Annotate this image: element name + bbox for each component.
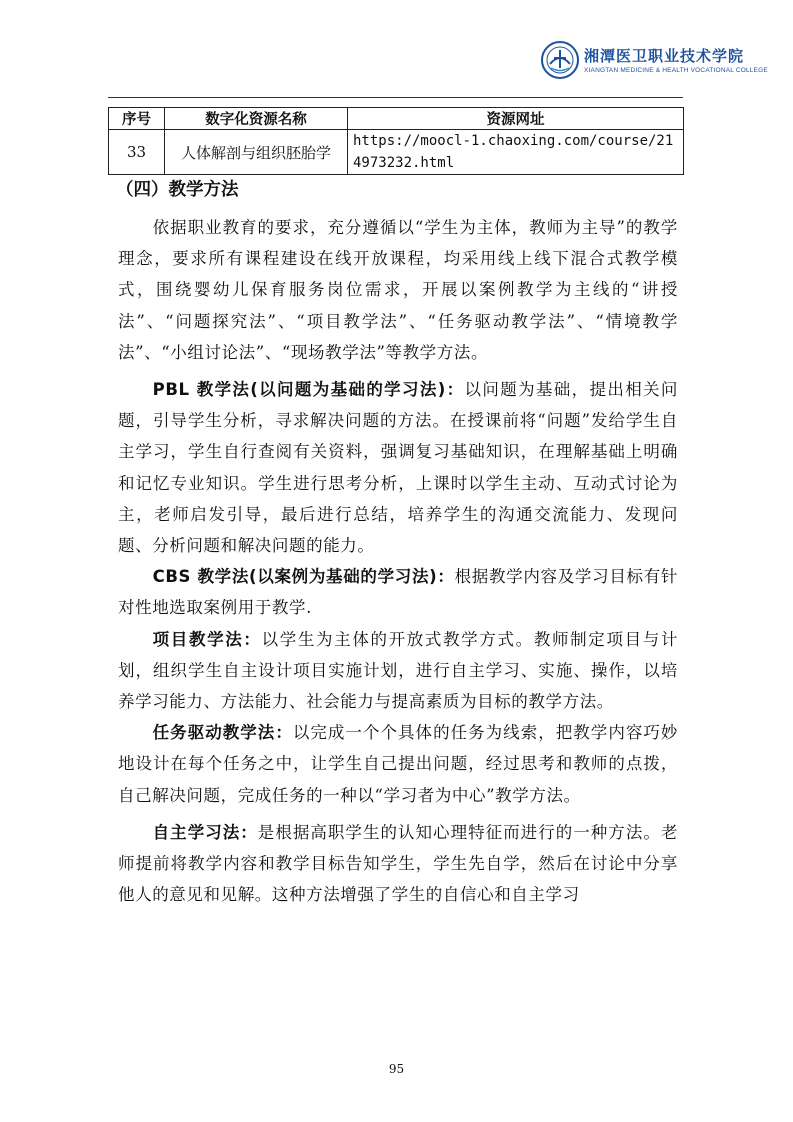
table-row — [109, 130, 684, 175]
method-title: CBS 教学法(以案例为基础的学习法)： — [152, 567, 455, 587]
school-name: 湘潭医卫职业技术学院 — [584, 47, 745, 65]
method-project — [118, 624, 678, 718]
school-emblem-icon — [540, 40, 580, 80]
page-number: 95 — [388, 1062, 405, 1076]
cell-no: 33 — [109, 130, 165, 175]
school-name-en: XIANGTAN MEDICINE & HEALTH VOCATIONAL COLLEGE — [584, 67, 768, 74]
header-divider — [108, 97, 683, 98]
method-self-study — [118, 817, 678, 911]
method-title: 自主学习法： — [152, 822, 258, 842]
method-title: PBL 教学法(以问题为基础的学习法)： — [152, 380, 465, 400]
page-header — [0, 0, 793, 105]
resource-table — [108, 107, 684, 175]
method-text: 是根据高职学生的认知心理特征而进行的一种方法。老师提前将教学内容和教学目标告知学生，学生先自学，然后在讨论中分享他人的意见和见解。这种方法增强了学生的自信心和自主学习 — [118, 822, 678, 905]
table-header-row — [109, 108, 684, 130]
method-title: 项目教学法： — [152, 629, 262, 649]
cell-name: 人体解剖与组织胚胎学 — [165, 130, 348, 175]
method-cbs — [118, 561, 678, 623]
col-header-url: 资源网址 — [348, 108, 684, 130]
method-text: 以问题为基础，提出相关问题，引导学生分析，寻求解决问题的方法。在授课前将“问题”发给学生自主学习，学生自行查阅有关资料，强调复习基础知识，在理解基础上明确和记忆专业知识。学生进行思考分析，上课时以学生主动、互动式讨论为主，老师启发引导，最后进行总结，培养学生的沟通交流能力、发现问题、分析问题和解决问题的能力。 — [118, 380, 679, 556]
method-pbl — [118, 374, 678, 561]
method-text: 以学生为主体的开放式教学方式。教师制定项目与计划，组织学生自主设计项目实施计划，进行自主学习、实施、操作，以培养学习能力、方法能力、社会能力与提高素质为目标的教学方法。 — [118, 629, 678, 712]
col-header-name: 数字化资源名称 — [165, 108, 348, 130]
school-logo — [540, 40, 770, 84]
intro-paragraph: 依据职业教育的要求，充分遵循以“学生为主体，教师为主导”的教学理念，要求所有课程建设在线开放课程，均采用线上线下混合式教学模式，围绕婴幼儿保育服务岗位需求，开展以案例教学为主线的“讲授法”、“问题探究法”、“项目教学法”、“任务驱动教学法”、“情境教学法”、“小组讨论法”、“现场教学法”等教学方法。 — [118, 218, 678, 362]
col-header-no: 序号 — [109, 108, 165, 130]
section-body — [118, 212, 678, 910]
method-title: 任务驱动教学法： — [152, 723, 293, 743]
method-text: 以完成一个个具体的任务为线索，把教学内容巧妙地设计在每个任务之中，让学生自己提出问题，经过思考和教师的点拨，自己解决问题，完成任务的一种以“学习者为中心”教学方法。 — [118, 723, 678, 805]
cell-url[interactable]: https://moocl-1.chaoxing.com/course/214973232.html — [348, 130, 684, 175]
method-task — [118, 717, 678, 811]
section-heading: （四）教学方法 — [116, 180, 239, 200]
method-text: 根据教学内容及学习目标有针对性地选取案例用于教学. — [118, 567, 678, 618]
